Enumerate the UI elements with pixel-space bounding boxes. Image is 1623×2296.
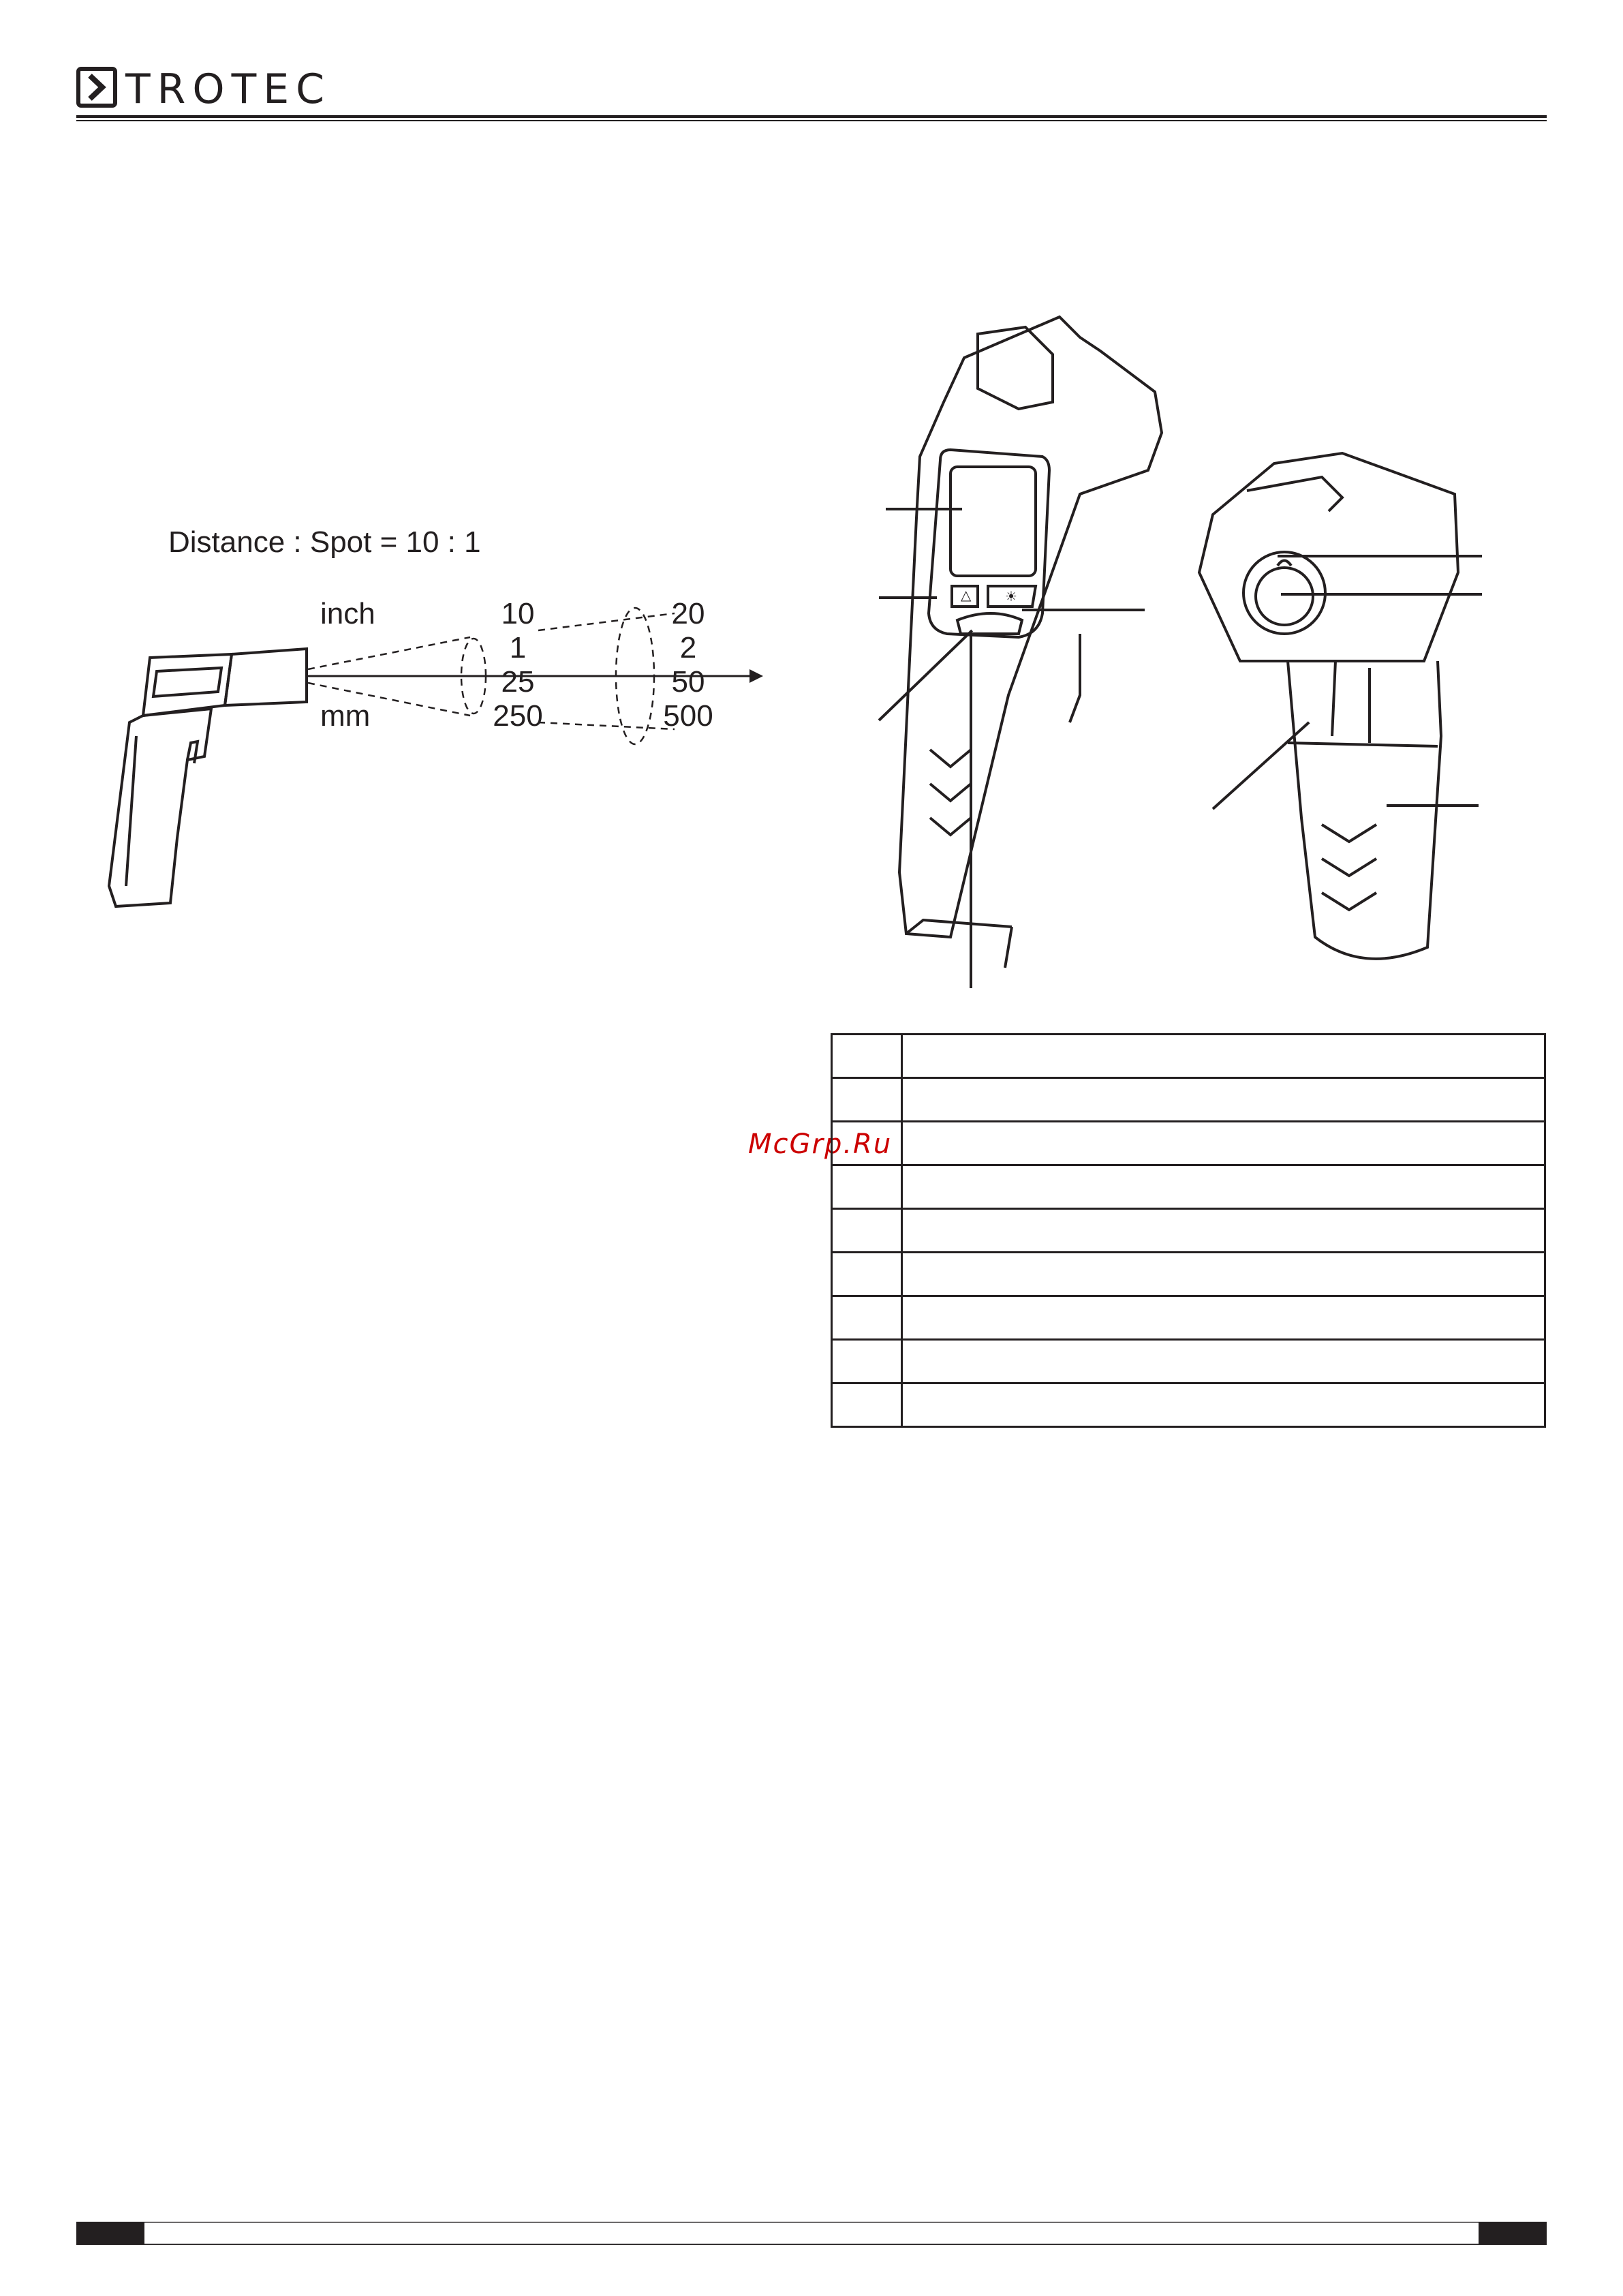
- near-mm-spot: 25: [501, 665, 535, 699]
- row-description-cell: [902, 1296, 1545, 1340]
- parts-table: [831, 1033, 1546, 1428]
- footer-right-block: [1479, 2222, 1547, 2245]
- leader-line-display: [886, 508, 962, 510]
- display-screen: [950, 467, 1036, 576]
- leader-line-lens-upper: [1278, 555, 1482, 557]
- table-row: [832, 1165, 1545, 1209]
- handle-outline: [1288, 661, 1441, 959]
- row-number-cell: [832, 1296, 902, 1340]
- near-inch-distance: 10: [501, 597, 535, 630]
- leader-line-lens-lower: [1281, 593, 1482, 596]
- backlight-icon: ☀: [1005, 590, 1017, 604]
- row-description-cell: [902, 1165, 1545, 1209]
- table-row: [832, 1078, 1545, 1122]
- side-view-device-illustration: [109, 649, 307, 906]
- trigger-button: [957, 613, 1022, 634]
- row-description-cell: [902, 1122, 1545, 1165]
- near-mm-distance: 250: [493, 699, 543, 733]
- far-inch-distance: 20: [671, 597, 705, 630]
- far-mm-spot: 50: [671, 665, 705, 699]
- trotec-logo: [76, 65, 410, 110]
- near-inch-spot: 1: [509, 631, 527, 664]
- table-row: [832, 1340, 1545, 1383]
- far-inch-spot: 2: [679, 631, 697, 664]
- row-number-cell: [832, 1340, 902, 1383]
- table-row: [832, 1383, 1545, 1427]
- row-number-cell: [832, 1078, 902, 1122]
- leader-line-battery-cover: [1387, 804, 1479, 807]
- laser-icon: △: [961, 588, 972, 603]
- leader-line-backlight-button: [1022, 609, 1145, 611]
- footer-bar: [76, 2222, 1547, 2245]
- brand-name: TROTEC: [125, 65, 332, 110]
- footer-left-block: [76, 2222, 144, 2245]
- diagram-title: Distance : Spot = 10 : 1: [168, 525, 481, 559]
- row-description-cell: [902, 1253, 1545, 1296]
- row-description-cell: [902, 1035, 1545, 1078]
- table-row: [832, 1209, 1545, 1253]
- row-number-cell: [832, 1209, 902, 1253]
- beam-arrowhead: [749, 669, 763, 683]
- device-back-view: [1186, 436, 1489, 1009]
- device-top-sensor: [978, 327, 1053, 409]
- row-description-cell: [902, 1209, 1545, 1253]
- row-description-cell: [902, 1078, 1545, 1122]
- device-body-outline: [899, 317, 1162, 937]
- row-number-cell: [832, 1383, 902, 1427]
- row-number-cell: [832, 1122, 902, 1165]
- row-description-cell: [902, 1383, 1545, 1427]
- row-number-cell: [832, 1035, 902, 1078]
- table-row: [832, 1122, 1545, 1165]
- unit-mm-label: mm: [320, 699, 371, 733]
- device-front-view: [876, 313, 1172, 988]
- header-rule: [76, 115, 1547, 122]
- table-row: [832, 1253, 1545, 1296]
- sensor-lens: [1256, 568, 1313, 625]
- unit-inch-label: inch: [320, 597, 375, 630]
- leader-line-laser-button: [879, 596, 937, 599]
- table-row: [832, 1296, 1545, 1340]
- row-description-cell: [902, 1340, 1545, 1383]
- distance-spot-diagram: [75, 518, 777, 927]
- table-row: [832, 1035, 1545, 1078]
- far-mm-distance: 500: [663, 699, 713, 733]
- row-number-cell: [832, 1253, 902, 1296]
- watermark: McGrp.Ru: [748, 1129, 893, 1160]
- row-number-cell: [832, 1165, 902, 1209]
